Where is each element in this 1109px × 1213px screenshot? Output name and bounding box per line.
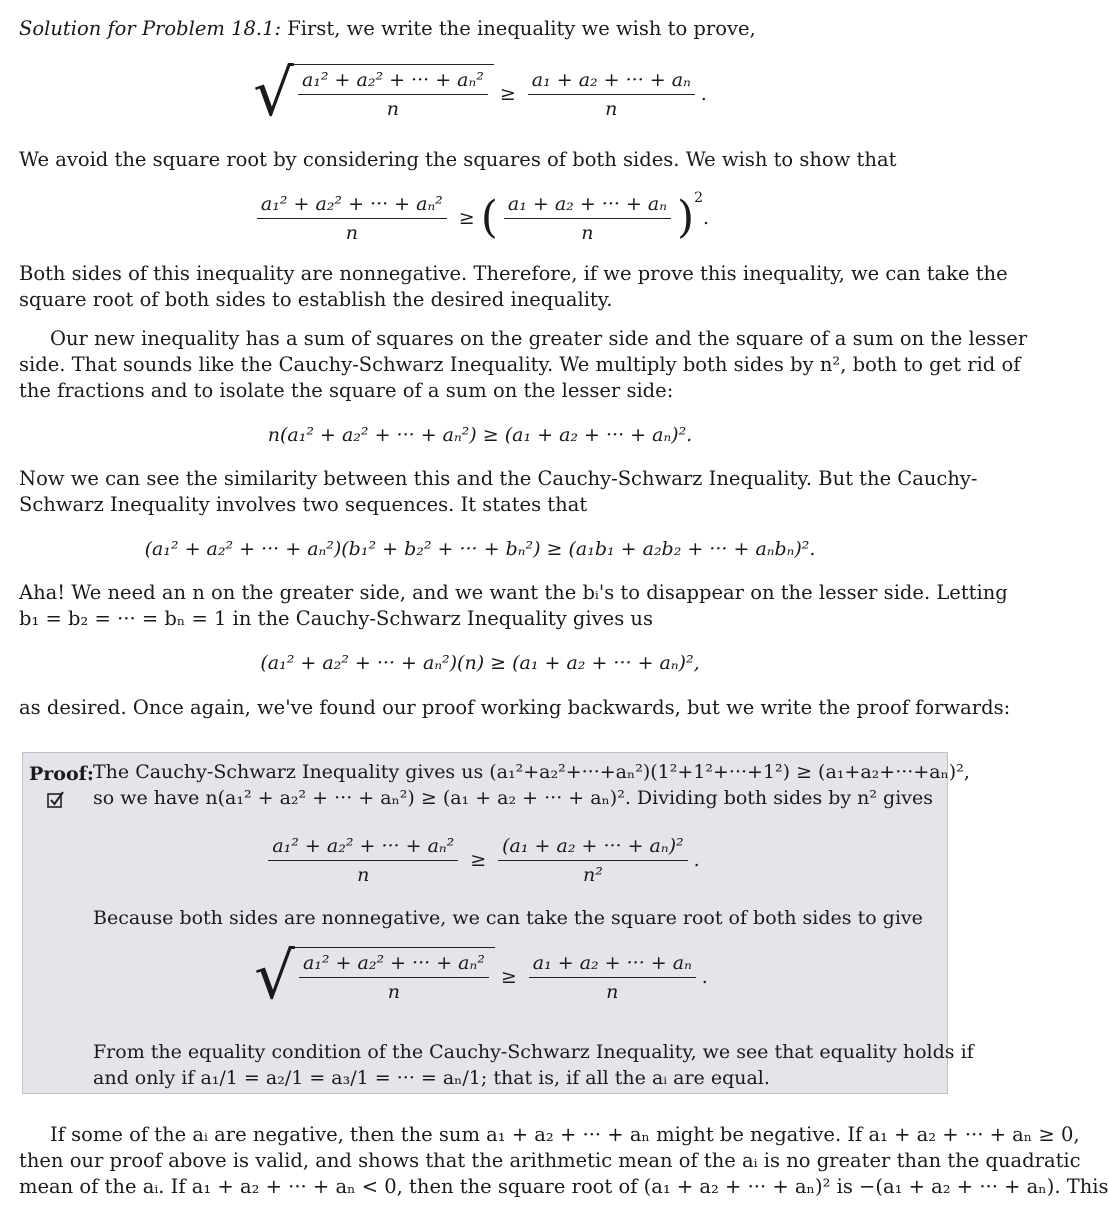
paragraph-negative-case xyxy=(19,1122,1109,1200)
eq1-relation: ≥ xyxy=(499,83,516,105)
eqA-numerator-right: (a₁ + a₂ + ··· + aₙ)² xyxy=(498,835,687,861)
equation-letting-b-one: (a₁² + a₂² + ··· + aₙ²)(n) ≥ (a₁ + a₂ + ··· + aₙ)², xyxy=(260,652,700,674)
eqB-relation: ≥ xyxy=(500,966,517,988)
equation-sqrt-inequality xyxy=(0,58,960,130)
equation-squared-inequality xyxy=(0,188,960,248)
text-line: Aha! We need an n on the greater side, and we want the bᵢ's to disappear on the lesser side. Letting xyxy=(19,581,1008,604)
paragraph-cauchy-schwarz-idea xyxy=(19,326,1028,404)
eq2-end: . xyxy=(703,207,710,229)
text-line: mean of the aᵢ. If a₁ + a₂ + ··· + aₙ < 0, then the square root of (a₁ + a₂ + ··· + aₙ)² is −(a₁ + a₂ + ··· + aₙ). This xyxy=(19,1175,1109,1198)
proof-line: Because both sides are nonnegative, we can take the square root of both sides to give xyxy=(93,907,923,929)
text-line: Both sides of this inequality are nonnegative. Therefore, if we prove this inequality, we can take the xyxy=(19,262,1008,285)
text-line: If some of the aᵢ are negative, then the sum a₁ + a₂ + ··· + aₙ might be negative. If a₁ + a₂ + ··· + aₙ ≥ 0, xyxy=(50,1123,1080,1146)
eqB-numerator-left: a₁² + a₂² + ··· + aₙ² xyxy=(299,952,489,978)
eqA-denominator-right: n² xyxy=(582,863,603,886)
paragraph-as-desired: as desired. Once again, we've found our proof working backwards, but we write the proof forwards: xyxy=(19,696,1011,719)
right-paren: ) xyxy=(676,192,695,243)
text-line: Schwarz Inequality involves two sequences. It states that xyxy=(19,493,588,516)
text-line: the fractions and to isolate the square of a sum on the lesser side: xyxy=(19,379,674,402)
eq2-numerator-right: a₁ + a₂ + ··· + aₙ xyxy=(504,193,671,219)
text-line: b₁ = b₂ = ··· = bₙ = 1 in the Cauchy-Schwarz Inequality gives us xyxy=(19,607,653,630)
eqB-denominator-left: n xyxy=(387,981,400,1003)
proof-label: Proof: xyxy=(29,763,94,785)
eqB-denominator-right: n xyxy=(606,980,619,1003)
sqrt-expression xyxy=(253,57,494,131)
eq1-denominator-left: n xyxy=(386,98,399,120)
text-line: Our new inequality has a sum of squares on the greater side and the square of a sum on the lesser xyxy=(50,327,1028,350)
proof-line: The Cauchy-Schwarz Inequality gives us (a₁²+a₂²+···+aₙ²)(1²+1²+···+1²) ≥ (a₁+a₂+···+aₙ)², xyxy=(93,761,970,783)
text-line: side. That sounds like the Cauchy-Schwarz Inequality. We multiply both sides by n², both to get rid of xyxy=(19,353,1021,376)
checkbox-check-icon xyxy=(47,791,65,809)
intro-paragraph xyxy=(19,16,949,42)
eq2-power: 2 xyxy=(694,190,704,206)
radical-sign: √ xyxy=(253,57,294,131)
paragraph-nonnegative xyxy=(19,261,1008,313)
eq2-denominator-left: n xyxy=(345,221,358,244)
proof-box xyxy=(22,752,974,1094)
eq1-numerator-left: a₁² + a₂² + ··· + aₙ² xyxy=(298,69,488,95)
equation-sqrt-final xyxy=(1,941,961,1013)
eqA-relation: ≥ xyxy=(470,849,487,871)
intro-text: First, we write the inequality we wish to prove, xyxy=(287,17,756,40)
radical-sign: √ xyxy=(254,940,295,1014)
left-paren: ( xyxy=(480,192,498,243)
eq2-denominator-right: n xyxy=(581,221,594,244)
sqrt-expression xyxy=(254,940,495,1014)
paragraph-similarity xyxy=(19,466,978,518)
text-line: Now we can see the similarity between this and the Cauchy-Schwarz Inequality. But the Cauchy- xyxy=(19,467,978,490)
text-line: then our proof above is valid, and shows that the arithmetic mean of the aᵢ is no greater than the quadratic xyxy=(19,1149,1081,1172)
equation-cauchy-schwarz: (a₁² + a₂² + ··· + aₙ²)(b₁² + b₂² + ··· + bₙ²) ≥ (a₁b₁ + a₂b₂ + ··· + aₙbₙ)². xyxy=(144,538,816,560)
text-line: square root of both sides to establish the desired inequality. xyxy=(19,288,613,311)
eqB-numerator-right: a₁ + a₂ + ··· + aₙ xyxy=(529,952,696,978)
paragraph-avoid-square-root: We avoid the square root by considering the squares of both sides. We wish to show that xyxy=(19,148,897,171)
eq2-relation: ≥ xyxy=(458,207,475,229)
eq1-denominator-right: n xyxy=(605,97,618,120)
eq1-numerator-right: a₁ + a₂ + ··· + aₙ xyxy=(528,69,695,95)
eqA-end: . xyxy=(693,849,700,871)
paragraph-aha xyxy=(19,580,1008,632)
eq2-numerator-left: a₁² + a₂² + ··· + aₙ² xyxy=(257,193,447,219)
eqA-numerator-left: a₁² + a₂² + ··· + aₙ² xyxy=(268,835,458,861)
proof-line: and only if a₁/1 = a₂/1 = a₃/1 = ··· = aₙ/1; that is, if all the aᵢ are equal. xyxy=(93,1067,770,1089)
solution-label: Solution for Problem 18.1: xyxy=(19,17,282,40)
equation-divided xyxy=(1,831,961,889)
eq1-end: . xyxy=(700,83,707,105)
equation-multiplied: n(a₁² + a₂² + ··· + aₙ²) ≥ (a₁ + a₂ + ··· + aₙ)². xyxy=(267,424,693,446)
proof-line: so we have n(a₁² + a₂² + ··· + aₙ²) ≥ (a₁ + a₂ + ··· + aₙ)². Dividing both sides by n² gives xyxy=(93,787,934,809)
eqA-denominator-left: n xyxy=(357,863,370,886)
eqB-end: . xyxy=(701,966,708,988)
proof-line: From the equality condition of the Cauchy-Schwarz Inequality, we see that equality holds if xyxy=(93,1041,974,1063)
